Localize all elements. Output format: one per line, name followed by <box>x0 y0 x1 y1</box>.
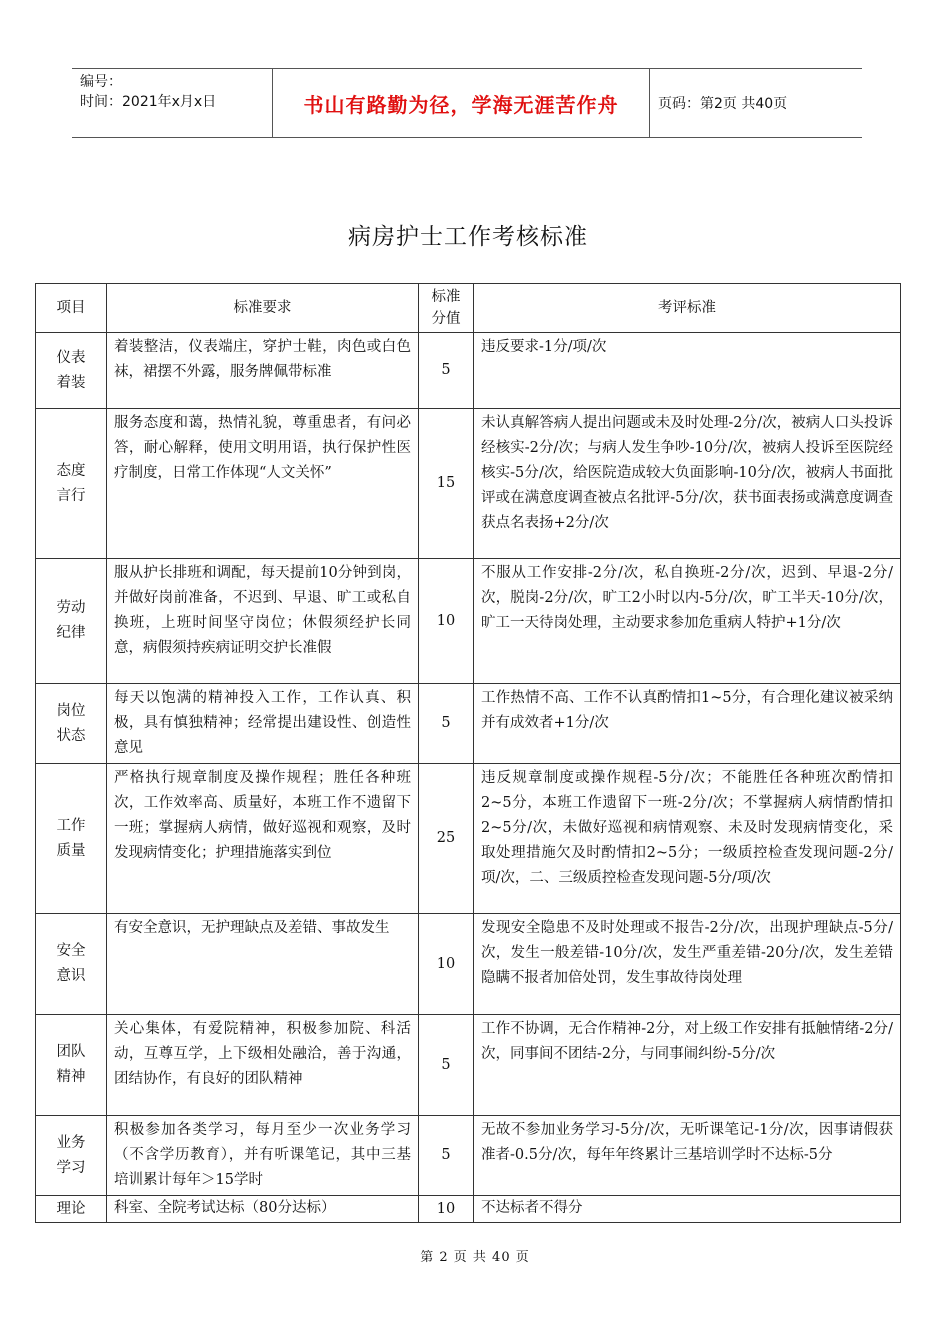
document-time: 时间：2021年x月x日 <box>80 94 217 110</box>
row-evaluation-cell: 无故不参加业务学习-5分/次，无听课笔记-1分/次，因事请假获准者-0.5分/次，每年年终累计三基培训学时不达标-5分 <box>474 1116 901 1196</box>
row-evaluation-cell: 违反要求-1分/项/次 <box>474 333 901 409</box>
header-motto: 书山有路勤为径，学海无涯苦作舟 <box>272 69 650 137</box>
row-item-cell: 仪表着装 <box>36 333 107 409</box>
page-header <box>72 68 862 138</box>
row-requirement-cell: 服务态度和蔼，热情礼貌，尊重患者，有问必答，耐心解释，使用文明用语，执行保护性医疗制度，日常工作体现“人文关怀” <box>107 409 419 559</box>
row-evaluation-cell: 工作热情不高、工作不认真酌情扣1~5分，有合理化建议被采纳并有成效者+1分/次 <box>474 684 901 764</box>
row-evaluation-cell: 工作不协调，无合作精神-2分，对上级工作安排有抵触情绪-2分/次，同事间不团结-2分，与同事闹纠纷-5分/次 <box>474 1015 901 1116</box>
table-header-row <box>36 284 901 333</box>
row-requirement-cell: 服从护长排班和调配，每天提前10分钟到岗，并做好岗前准备，不迟到、早退、旷工或私自换班，上班时间坚守岗位；休假须经护长同意，病假须持疾病证明交护长准假 <box>107 559 419 684</box>
row-item-cell: 劳动纪律 <box>36 559 107 684</box>
row-requirement-cell: 严格执行规章制度及操作规程；胜任各种班次，工作效率高、质量好，本班工作不遗留下一班；掌握病人病情，做好巡视和观察，及时发现病情变化；护理措施落实到位 <box>107 764 419 914</box>
column-header-requirement: 标准要求 <box>107 284 419 333</box>
column-header-score: 标准分值 <box>419 284 474 333</box>
row-item-cell: 理论 <box>36 1196 107 1223</box>
row-item-cell: 安全意识 <box>36 914 107 1015</box>
row-requirement-cell: 科室、全院考试达标（80分达标） <box>107 1196 419 1223</box>
document-number: 编号： <box>80 74 122 90</box>
header-meta <box>72 69 272 137</box>
table-body <box>36 333 901 1223</box>
row-score-cell: 5 <box>419 684 474 764</box>
page-title: 病房护士工作考核标准 <box>348 224 588 250</box>
row-requirement-cell: 关心集体，有爱院精神，积极参加院、科活动，互尊互学，上下级相处融洽，善于沟通，团结协作，有良好的团队精神 <box>107 1015 419 1116</box>
row-evaluation-cell: 违反规章制度或操作规程-5分/次；不能胜任各种班次酌情扣2~5分，本班工作遗留下一班-2分/次；不掌握病人病情酌情扣2~5分/次，未做好巡视和病情观察、未及时发现病情变化，采取处理措施欠及时酌情扣2~5分；一级质控检查发现问题-2分/项/次，二、三级质控检查发现问题-5分/项/次 <box>474 764 901 914</box>
row-score-cell: 25 <box>419 764 474 914</box>
row-score-cell: 10 <box>419 1196 474 1223</box>
table-row <box>36 1196 901 1223</box>
table-row <box>36 559 901 684</box>
row-item-cell: 工作质量 <box>36 764 107 914</box>
row-evaluation-cell: 未认真解答病人提出问题或未及时处理-2分/次，被病人口头投诉经核实-2分/次；与病人发生争吵-10分/次，被病人投诉至医院经核实-5分/次，给医院造成较大负面影响-10分/次，被病人书面批评或在满意度调查被点名批评-5分/次，获书面表扬或满意度调查获点名表扬+2分/次 <box>474 409 901 559</box>
table-row <box>36 914 901 1015</box>
row-evaluation-cell: 不达标者不得分 <box>474 1196 901 1223</box>
row-evaluation-cell: 发现安全隐患不及时处理或不报告-2分/次，出现护理缺点-5分/次，发生一般差错-10分/次，发生严重差错-20分/次，发生差错隐瞒不报者加倍处罚，发生事故待岗处理 <box>474 914 901 1015</box>
row-requirement-cell: 每天以饱满的精神投入工作，工作认真、积极，具有慎独精神；经常提出建设性、创造性意见 <box>107 684 419 764</box>
assessment-table <box>35 283 901 1223</box>
table-row <box>36 409 901 559</box>
page-footer: 第 2 页 共 40 页 <box>420 1250 530 1265</box>
row-score-cell: 5 <box>419 1015 474 1116</box>
row-requirement-cell: 有安全意识，无护理缺点及差错、事故发生 <box>107 914 419 1015</box>
table-row <box>36 684 901 764</box>
row-score-cell: 10 <box>419 559 474 684</box>
row-item-cell: 业务学习 <box>36 1116 107 1196</box>
row-requirement-cell: 积极参加各类学习，每月至少一次业务学习（不含学历教育），并有听课笔记，其中三基培训累计每年＞15学时 <box>107 1116 419 1196</box>
header-page-info: 页码：第2页 共40页 <box>658 96 788 112</box>
table-row <box>36 1116 901 1196</box>
table-row <box>36 1015 901 1116</box>
row-evaluation-cell: 不服从工作安排-2分/次，私自换班-2分/次，迟到、早退-2分/次，脱岗-2分/次，旷工2小时以内-5分/次，旷工半天-10分/次，旷工一天待岗处理，主动要求参加危重病人特护+1分/次 <box>474 559 901 684</box>
row-score-cell: 10 <box>419 914 474 1015</box>
row-item-cell: 岗位状态 <box>36 684 107 764</box>
table-row <box>36 333 901 409</box>
row-item-cell: 态度言行 <box>36 409 107 559</box>
row-requirement-cell: 着装整洁，仪表端庄，穿护士鞋，肉色或白色袜，裙摆不外露，服务牌佩带标准 <box>107 333 419 409</box>
row-score-cell: 15 <box>419 409 474 559</box>
row-score-cell: 5 <box>419 1116 474 1196</box>
column-header-item: 项目 <box>36 284 107 333</box>
table-row <box>36 764 901 914</box>
row-item-cell: 团队精神 <box>36 1015 107 1116</box>
row-score-cell: 5 <box>419 333 474 409</box>
column-header-evaluation: 考评标准 <box>474 284 901 333</box>
